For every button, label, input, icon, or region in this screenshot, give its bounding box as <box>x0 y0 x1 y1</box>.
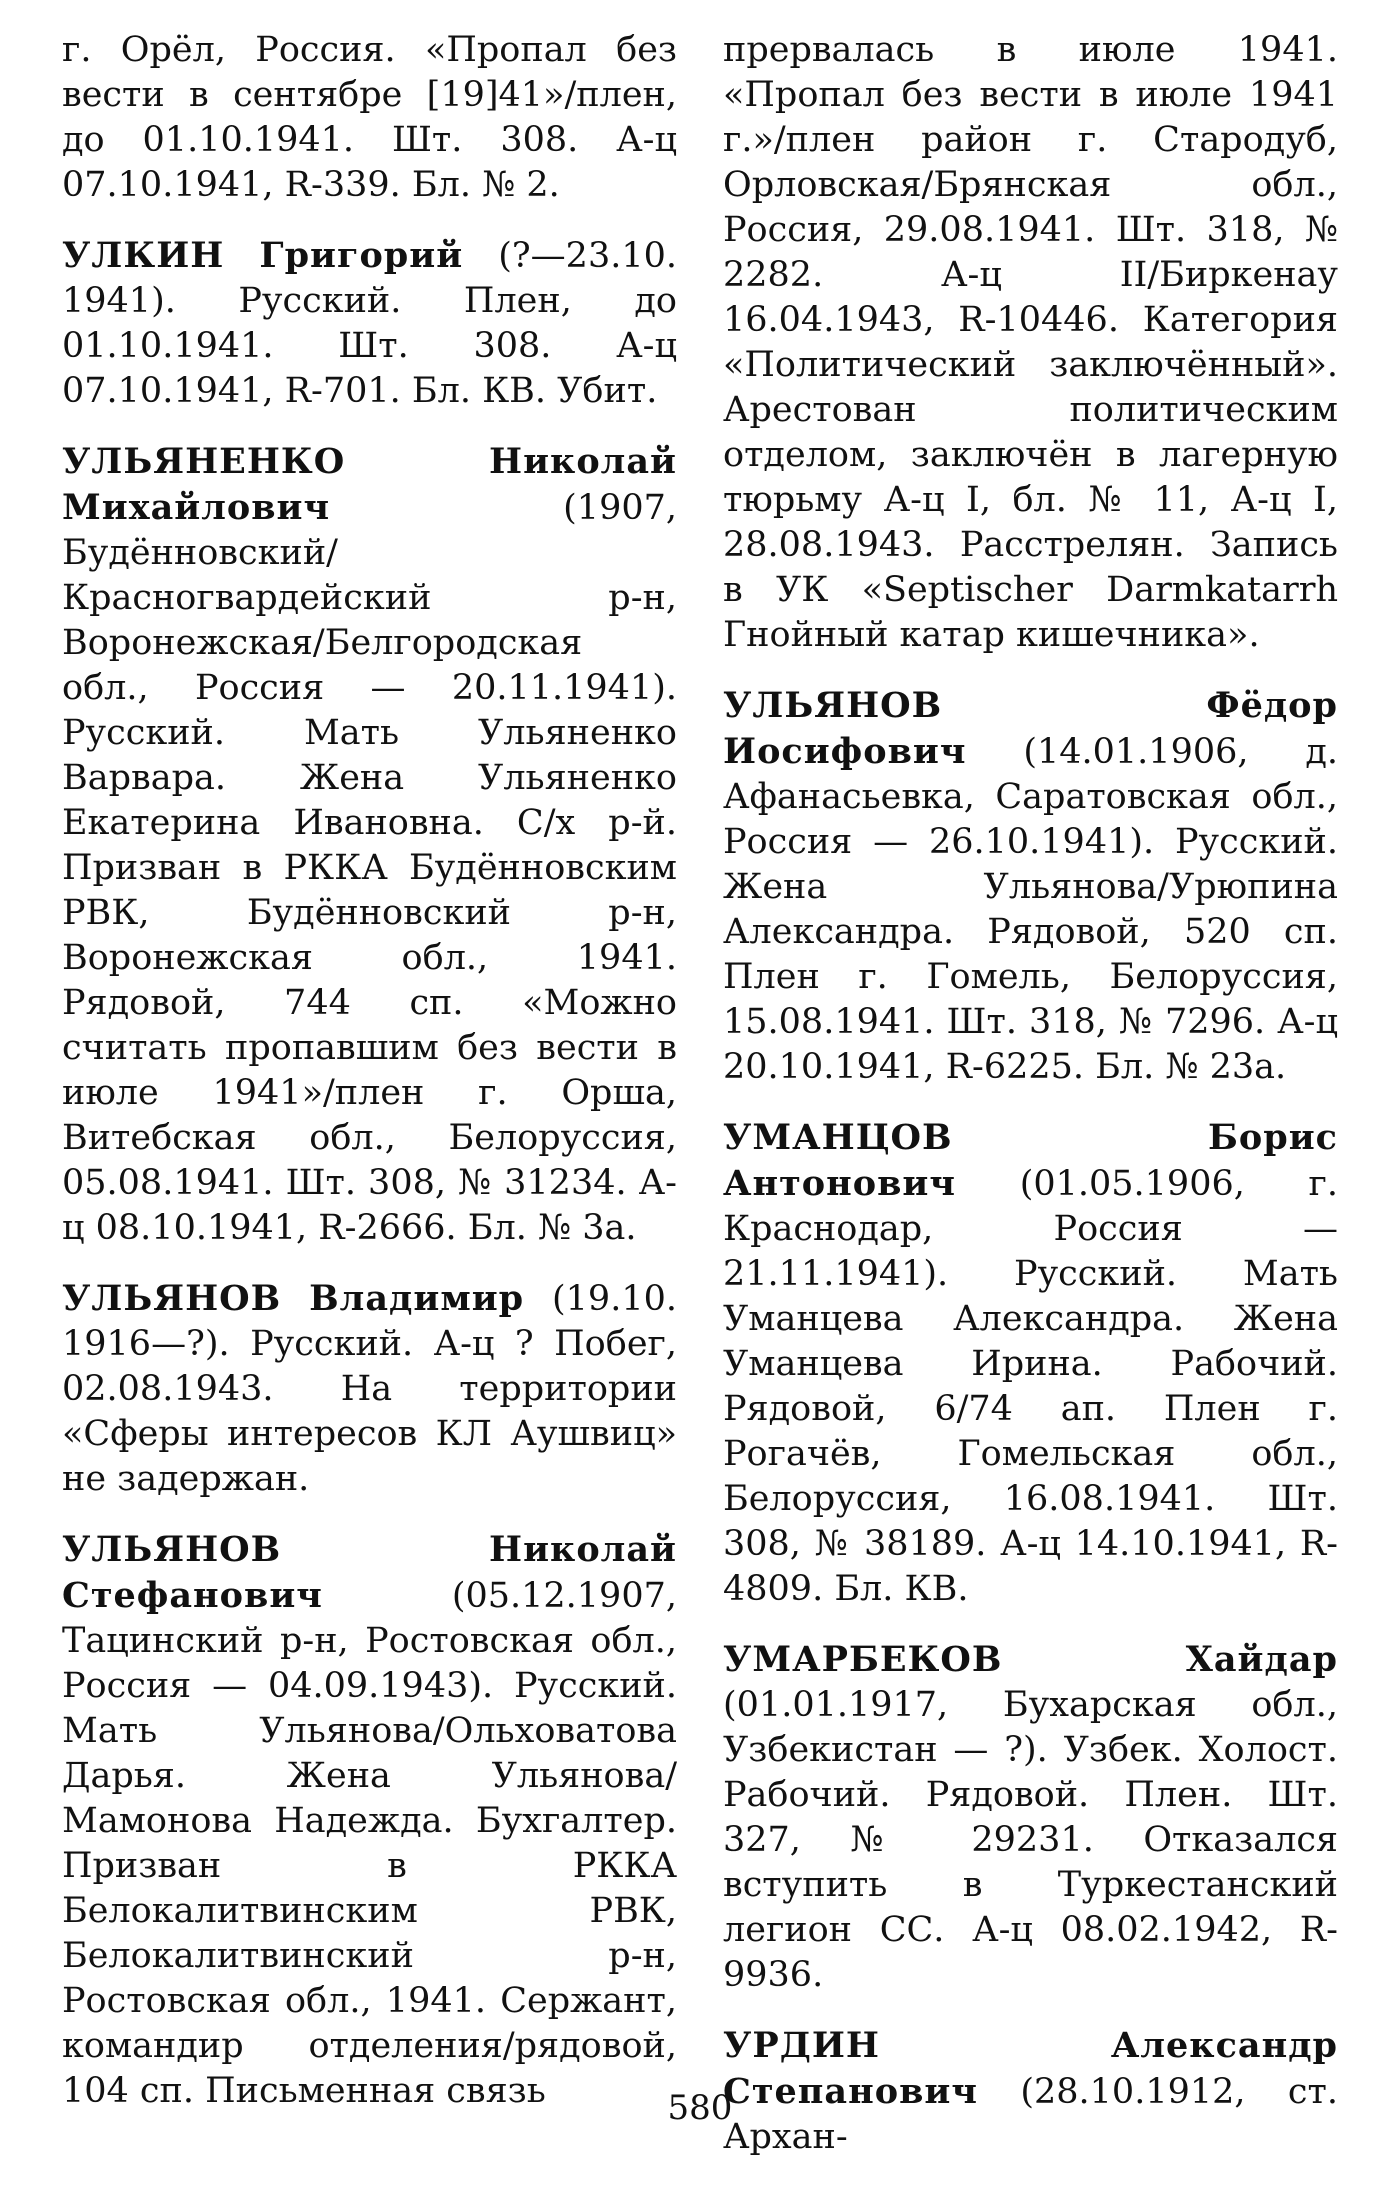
entry-umantsov <box>723 1115 1338 1612</box>
entry-text: г. Орёл, Россия. «Пропал без вести в сентябре [19]41»/плен, до 01.10.1941. Шт. 308. А-ц 07.10.1941, R-339. Бл. № 2. <box>62 30 677 205</box>
entry-ulyanov-fedor <box>723 683 1338 1090</box>
entry-text: (1907, Будённовский/Красногвардейский р-н, Воронежская/Белгородская обл., Россия — 20.11.1941). Русский. Мать Ульяненко Варвара. Жена Ульяненко Екатерина Ивановна. С/х р-й. Призван в РККА Будённовским РВК, Будённовский р-н, Воронежская обл., 1941. Рядовой, 744 сп. «Можно считать пропавшим без вести в июле 1941»/плен г. Орша, Витебская обл., Белоруссия, 05.08.1941. Шт. 308, № 31234. А-ц 08.10.1941, R-2666. Бл. № 3а. <box>62 488 677 1248</box>
entry-surname: УЛКИН <box>62 235 225 276</box>
entry-given-name: Григорий <box>259 235 464 276</box>
entry-text: (28.10.1912, ст. Архан- <box>723 2072 1338 2157</box>
entry-text: (01.01.1917, Бухарская обл., Узбекистан — ?). Узбек. Холост. Рабочий. Рядовой. Плен. Шт. 327, № 29231. Отказался вступить в Туркестанский легион СС. А-ц 08.02.1942, R-9936. <box>723 1685 1338 1995</box>
left-column <box>62 28 677 2139</box>
entry-surname: УРДИН <box>723 2025 880 2066</box>
entry-given-name: Владимир <box>309 1278 525 1319</box>
entry-text: (?—23.10. 1941). Русский. Плен, до 01.10.1941. Шт. 308. А-ц 07.10.1941, R-701. Бл. КВ. Убит. <box>62 236 677 411</box>
entry-given-name: Николай Михайлович <box>62 441 677 528</box>
entry-ulkin <box>62 233 677 414</box>
entry-text: (19.10. 1916—?). Русский. А-ц ? Побег, 02.08.1943. На территории «Сферы интересов КЛ Аушвиц» не задержан. <box>62 1279 677 1499</box>
entry-given-name: Александр Степанович <box>723 2025 1338 2112</box>
entry-surname: УМАНЦОВ <box>723 1117 953 1158</box>
entry-given-name: Николай Стефанович <box>62 1529 677 1616</box>
right-column <box>723 28 1338 2185</box>
entry-continuation <box>62 28 677 208</box>
entry-given-name: Хайдар <box>1185 1639 1338 1680</box>
entry-ulyanov-vladimir <box>62 1276 677 1502</box>
entry-given-name: Фёдор Иосифович <box>723 685 1338 772</box>
entry-text: (01.05.1906, г. Краснодар, Россия — 21.11.1941). Русский. Мать Уманцева Александра. Жена Уманцева Ирина. Рабочий. Рядовой, 6/74 ап. Плен г. Рогачёв, Гомельская обл., Белоруссия, 16.08.1941. Шт. 308, № 38189. А-ц 14.10.1941, R-4809. Бл. КВ. <box>723 1164 1338 1609</box>
entry-ulyanenko <box>62 439 677 1251</box>
entry-umarbekov <box>723 1637 1338 1998</box>
entry-surname: УЛЬЯНОВ <box>723 685 943 726</box>
entry-text: (05.12.1907, Тацинский р-н, Ростовская обл., Россия — 04.09.1943). Русский. Мать Ульянова/Ольховатова Дарья. Жена Ульянова/Мамонова Надежда. Бухгалтер. Призван в РККА Белокалитвинским РВК, Белокалитвинский р-н, Ростовская обл., 1941. Сержант, командир отделения/рядовой, 104 сп. Письменная связь <box>62 1576 677 2111</box>
page-number: 580 <box>667 2088 733 2128</box>
entry-ulyanov-nikolay <box>62 1527 677 2114</box>
entry-surname: УЛЬЯНОВ <box>62 1278 282 1319</box>
entry-surname: УМАРБЕКОВ <box>723 1639 1003 1680</box>
entry-continuation <box>723 28 1338 658</box>
entry-surname: УЛЬЯНОВ <box>62 1529 282 1570</box>
entry-given-name: Борис Антонович <box>723 1117 1338 1204</box>
entry-text: прервалась в июле 1941. «Пропал без вести в июле 1941 г.»/плен район г. Стародуб, Орловская/Брянская обл., Россия, 29.08.1941. Шт. 318, № 2282. А-ц II/Биркенау 16.04.1943, R-10446. Категория «Политический заключённый». Арестован политическим отделом, заключён в лагерную тюрьму А-ц I, бл. № 11, А-ц I, 28.08.1943. Расстрелян. Запись в УК «Septischer Darmkatarrh Гнойный катар кишечника». <box>723 30 1338 655</box>
entry-text: (14.01.1906, д. Афанасьевка, Саратовская обл., Россия — 26.10.1941). Русский. Жена Ульянова/Урюпина Александра. Рядовой, 520 сп. Плен г. Гомель, Белоруссия, 15.08.1941. Шт. 318, № 7296. А-ц 20.10.1941, R-6225. Бл. № 23а. <box>723 732 1338 1087</box>
entry-surname: УЛЬЯНЕНКО <box>62 441 346 482</box>
